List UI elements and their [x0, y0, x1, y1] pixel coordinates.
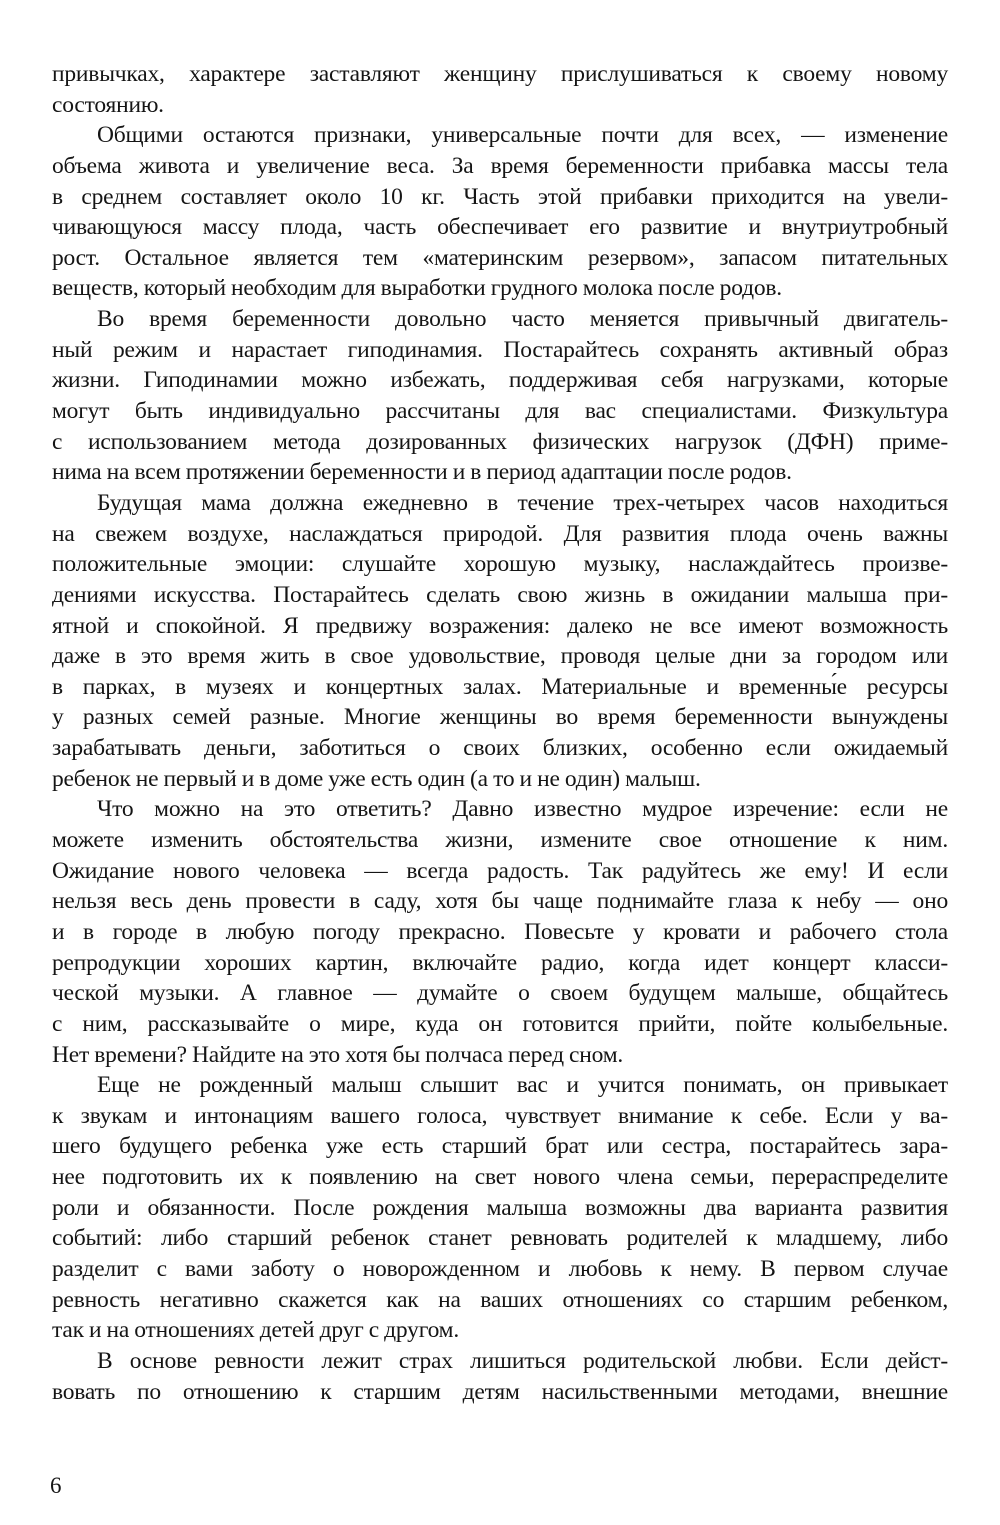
text-line: рост. Остальное является тем «материнским резервом», запасом питательных [52, 244, 948, 271]
text-line: репродукции хороших картин, включайте радио, когда идет концерт класси- [52, 949, 948, 976]
body-text [52, 59, 948, 1407]
text-line: чивающуюся массу плода, часть обеспечивает его развитие и внутриутробный [52, 214, 948, 241]
text-line: даже в это время жить в свое удовольствие, проводя целые дни за городом или [52, 643, 948, 670]
text-line: Общими остаются признаки, универсальные почти для всех, — изменение [97, 122, 948, 149]
paragraph [52, 59, 948, 120]
text-line: ный режим и нарастает гиподинамия. Постарайтесь сохранять активный образ [52, 336, 948, 363]
text-line: В основе ревности лежит страх лишиться родительской любви. Если дейст- [97, 1347, 948, 1374]
paragraph [52, 1070, 948, 1346]
text-line: привычках, характере заставляют женщину прислушиваться к своему новому [52, 61, 948, 87]
text-line: Во время беременности довольно часто меняется привычный двигатель- [97, 306, 948, 333]
text-line: к звукам и интонациям вашего голоса, чувствует внимание к себе. Если у ва- [52, 1102, 948, 1129]
text-line: в среднем составляет около 10 кг. Часть этой прибавки приходится на увели- [52, 183, 948, 210]
page-number: 6 [50, 1473, 62, 1498]
text-line: вовать по отношению к старшим детям насильственными методами, внешние [52, 1378, 948, 1405]
text-line: ческой музыки. А главное — думайте о своем будущем малыше, общайтесь [52, 980, 948, 1007]
text-line: жизни. Гиподинамии можно избежать, поддерживая себя нагрузками, которые [52, 367, 948, 394]
text-line: нее подготовить их к появлению на свет нового члена семьи, перераспределите [52, 1164, 948, 1191]
text-line: роли и обязанности. После рождения малыша возможны два варианта развития [52, 1194, 948, 1221]
text-line: Ожидание нового человека — всегда радость. Так радуйтесь же ему! И если [52, 857, 948, 884]
text-line: положительные эмоции: слушайте хорошую музыку, наслаждайтесь произве- [52, 551, 948, 578]
text-line: с ним, рассказывайте о мире, куда он готовится прийти, пойте колыбельные. [52, 1010, 948, 1037]
text-line: ревность негативно скажется как на ваших отношениях со старшим ребенком, [52, 1286, 948, 1313]
text-line: и в городе в любую погоду прекрасно. Повесьте у кровати и рабочего стола [52, 918, 948, 945]
paragraph [52, 304, 948, 488]
text-line: Еще не рожденный малыш слышит вас и учится понимать, он привыкает [97, 1072, 948, 1099]
text-line: разделит с вами заботу о новорожденном и любовь к нему. В первом случае [52, 1255, 948, 1282]
text-line: на свежем воздухе, наслаждаться природой. Для развития плода очень важны [52, 520, 948, 547]
text-line: ятной и спокойной. Я предвижу возражения: далеко не все имеют возможность [52, 612, 948, 639]
paragraph [52, 1346, 948, 1407]
text-line: нельзя весь день провести в саду, хотя бы чаще поднимайте глаза к небу — оно [52, 888, 948, 915]
text-line: веществ, который необходим для выработки грудного молока после родов. [52, 275, 782, 302]
text-line: Будущая мама должна ежедневно в течение трех-четырех часов находиться [97, 489, 948, 516]
paragraph [52, 794, 948, 1070]
text-line: объема живота и увеличение веса. За время беременности прибавка массы тела [52, 152, 948, 179]
text-line: состоянию. [52, 91, 164, 118]
text-line: в парках, в музеях и концертных залах. Материальные и временны́е ресурсы [52, 673, 948, 700]
text-line: ребенок не первый и в доме уже есть один (а то и не один) малыш. [52, 765, 701, 792]
text-line: дениями искусства. Постарайтесь сделать свою жизнь в ожидании малыша при- [52, 581, 948, 608]
paragraph [52, 488, 948, 794]
text-line: с использованием метода дозированных физических нагрузок (ДФН) приме- [52, 428, 948, 455]
text-line: можете изменить обстоятельства жизни, измените свое отношение к ним. [52, 827, 948, 854]
paragraph [52, 120, 948, 304]
text-line: так и на отношениях детей друг с другом. [52, 1317, 460, 1344]
text-line: могут быть индивидуально рассчитаны для вас специалистами. Физкультура [52, 398, 948, 425]
text-line: событий: либо старший ребенок станет ревновать родителей к младшему, либо [52, 1225, 948, 1252]
text-line: у разных семей разные. Многие женщины во время беременности вынуждены [52, 704, 948, 731]
text-line: нима на всем протяжении беременности и в период адаптации после родов. [52, 459, 792, 486]
text-line: Нет времени? Найдите на это хотя бы полчаса перед сном. [52, 1041, 624, 1068]
text-line: Что можно на это ответить? Давно известно мудрое изречение: если не [97, 796, 948, 823]
text-line: зарабатывать деньги, заботиться о своих близких, особенно если ожидаемый [52, 735, 948, 762]
text-line: шего будущего ребенка уже есть старший брат или сестра, постарайтесь зара- [52, 1133, 948, 1160]
